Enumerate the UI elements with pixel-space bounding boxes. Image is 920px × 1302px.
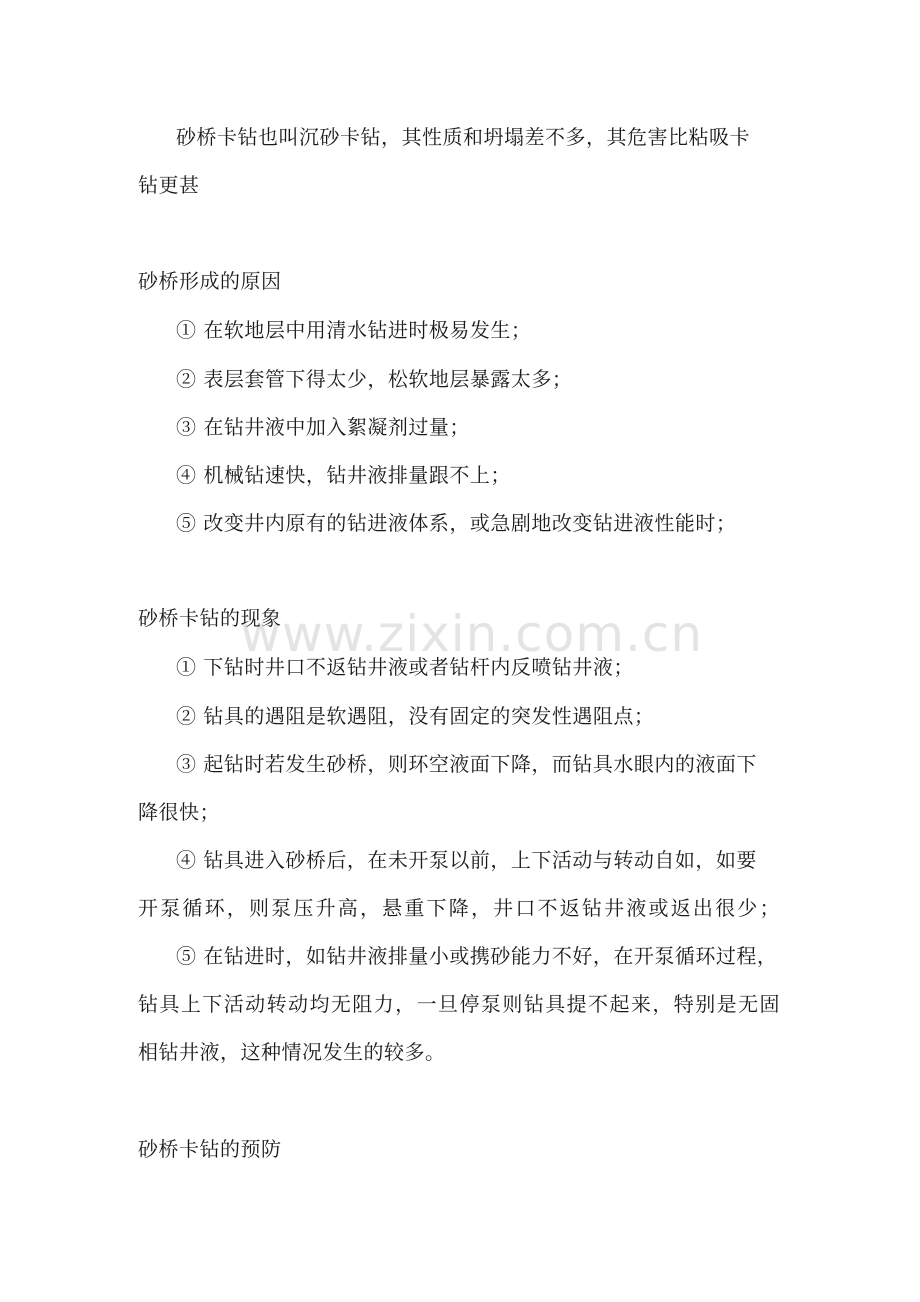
cause-item-5: ⑤ 改变井内原有的钻进液体系，或急剧地改变钻进液性能时；	[176, 511, 737, 535]
phenomenon-item-5-line-1: ⑤ 在钻进时，如钻井液排量小或携砂能力不好，在开泵循环过程，	[176, 944, 778, 968]
section-heading-phenomena: 砂桥卡钻的现象	[138, 606, 282, 630]
section-heading-prevention: 砂桥卡钻的预防	[138, 1137, 282, 1161]
intro-paragraph-line-1: 砂桥卡钻也叫沉砂卡钻，其性质和坍塌差不多，其危害比粘吸卡	[176, 125, 750, 149]
intro-paragraph-line-2: 钻更甚	[138, 173, 200, 197]
phenomenon-item-2: ② 钻具的遇阻是软遇阻，没有固定的突发性遇阻点；	[176, 704, 655, 728]
cause-item-3: ③ 在钻井液中加入絮凝剂过量；	[176, 415, 470, 439]
cause-item-4: ④ 机械钻速快，钻井液排量跟不上；	[176, 463, 511, 487]
phenomenon-item-3-line-1: ③ 起钻时若发生砂桥，则环空液面下降，而钻具水眼内的液面下	[176, 752, 757, 776]
section-heading-causes: 砂桥形成的原因	[138, 269, 282, 293]
phenomenon-item-4-line-1: ④ 钻具进入砂桥后，在未开泵以前，上下活动与转动自如，如要	[176, 848, 757, 872]
cause-item-2: ② 表层套管下得太少，松软地层暴露太多；	[176, 367, 573, 391]
phenomenon-item-4-line-2: 开泵循环，则泵压升高，悬重下降，井口不返钻井液或返出很少；	[138, 896, 780, 920]
phenomenon-item-1: ① 下钻时井口不返钻井液或者钻杆内反喷钻井液；	[176, 655, 634, 679]
phenomenon-item-3-line-2: 降很快；	[138, 800, 220, 824]
phenomenon-item-5-line-2: 钻具上下活动转动均无阻力，一旦停泵则钻具提不起来，特别是无固	[138, 992, 780, 1016]
phenomenon-item-5-line-3: 相钻井液，这种情况发生的较多。	[138, 1040, 446, 1064]
watermark: www.zixin.com.cn	[240, 605, 704, 663]
cause-item-1: ① 在软地层中用清水钻进时极易发生；	[176, 318, 532, 342]
